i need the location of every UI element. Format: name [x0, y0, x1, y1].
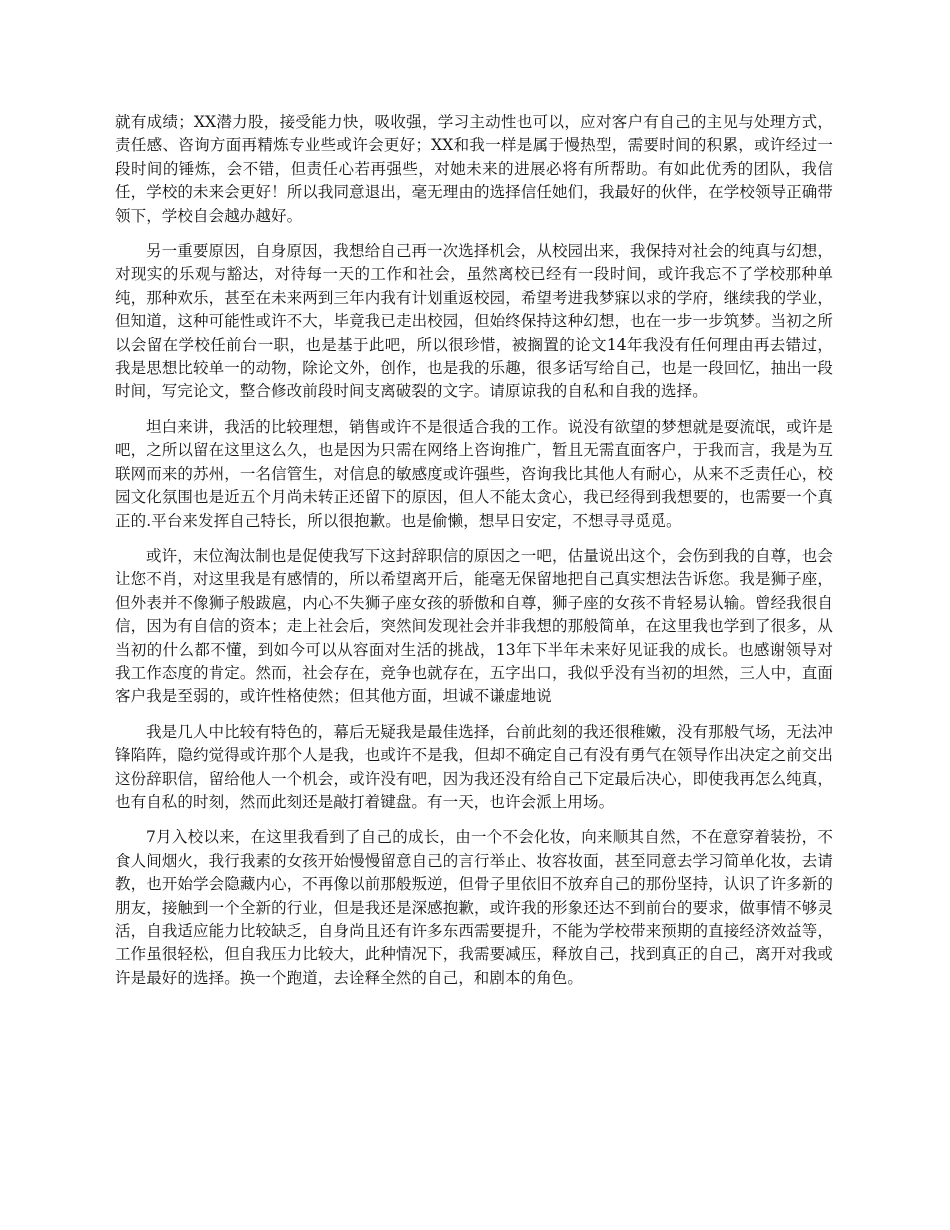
- paragraph: 另一重要原因，自身原因，我想给自己再一次选择机会，从校园出来，我保持对社会的纯真与幻想，对现实的乐观与豁达，对待每一天的工作和社会，虽然离校已经有一段时间，或许我忘不了学校那种单纯，那种欢乐，甚至在未来两到三年内我有计划重返校园，希望考进我梦寐以求的学府，继续我的学业，但知道，这种可能性或许不大，毕竟我已走出校园，但始终保持这种幻想，也在一步一步筑梦。当初之所以会留在学校任前台一职，也是基于此吧，所以很珍惜，被搁置的论文14年我没有任何理由再去错过，我是思想比较单一的动物，除论文外，创作，也是我的乐趣，很多话写给自己，也是一段回忆，抽出一段时间，写完论文，整合修改前段时间支离破裂的文字。请原谅我的自私和自我的选择。: [115, 242, 833, 401]
- paragraph: 坦白来讲，我活的比较理想，销售或许不是很适合我的工作。说没有欲望的梦想就是耍流氓，或许是吧，之所以留在这里这么久，也是因为只需在网络上咨询推广，暂且无需直面客户，于我而言，我是为互联网而来的苏州，一名信管生，对信息的敏感度或许强些，咨询我比其他人有耐心，从来不乏责任心，校园文化氛围也是近五个月尚未转正还留下的原因，但人不能太贪心，我已经得到我想要的，也需要一个真正的.平台来发挥自己特长，所以很抱歉。也是偷懒，想早日安定，不想寻寻觅觅。: [115, 417, 833, 530]
- paragraph: 或许，末位淘汰制也是促使我写下这封辞职信的原因之一吧，估量说出这个，会伤到我的自尊，也会让您不肖，对这里我是有感情的，所以希望离开后，能毫无保留地把自己真实想法告诉您。我是狮子座，但外表并不像狮子般跋扈，内心不失狮子座女孩的骄傲和自尊，狮子座的女孩不肯轻易认输。曾经我很自信，因为有自信的资本；走上社会后，突然间发现社会并非我想的那般简单，在这里我也学到了很多，从当初的什么都不懂，到如今可以从容面对生活的挑战，13年下半年未来好见证我的成长。也感谢领导对我工作态度的肯定。然而，社会存在，竞争也就存在，五字出口，我似乎没有当初的坦然，三人中，直面客户我是至弱的，或许性格使然；但其他方面，坦诚不谦虚地说: [115, 546, 833, 706]
- document-body: [115, 111, 833, 1002]
- paragraph: 7月入校以来，在这里我看到了自己的成长，由一个不会化妆，向来顺其自然，不在意穿着装扮，不食人间烟火，我行我素的女孩开始慢慢留意自己的言行举止、妆容妆面，甚至同意去学习简单化妆，去请教，也开始学会隐藏内心，不再像以前那般叛逆，但骨子里依旧不放弃自己的那份坚持，认识了许多新的朋友，接触到一个全新的行业，但是我还是深感抱歉，或许我的形象还达不到前台的要求，做事情不够灵活，自我适应能力比较缺乏，自身尚且还有许多东西需要提升，不能为学校带来预期的直接经济效益等，工作虽很轻松，但自我压力比较大，此种情况下，我需要减压，释放自己，找到真正的自己，离开对我或许是最好的选择。换一个跑道，去诠释全然的自己，和剧本的角色。: [115, 828, 833, 987]
- paragraph-continuation: 就有成绩；XX潜力股，接受能力快，吸收强，学习主动性也可以，应对客户有自己的主见与处理方式，责任感、咨询方面再精炼专业些或许会更好；XX和我一样是属于慢热型，需要时间的积累，或许经过一段时间的锤炼，会不错，但责任心若再强些，对她未来的进展必将有所帮助。有如此优秀的团队，我信任，学校的未来会更好！所以我同意退出，毫无理由的选择信任她们，我最好的伙伴，在学校领导正确带领下，学校自会越办越好。: [115, 113, 833, 225]
- paragraph: 我是几人中比较有特色的，幕后无疑我是最佳选择，台前此刻的我还很稚嫩，没有那般气场，无法冲锋陷阵，隐约觉得或许那个人是我，也或许不是我，但却不确定自己有没有勇气在领导作出决定之前交出这份辞职信，留给他人一个机会，或许没有吧，因为我还没有给自己下定最后决心，即使我再怎么纯真，也有自私的时刻，然而此刻还是敲打着键盘。有一天，也许会派上用场。: [115, 722, 833, 811]
